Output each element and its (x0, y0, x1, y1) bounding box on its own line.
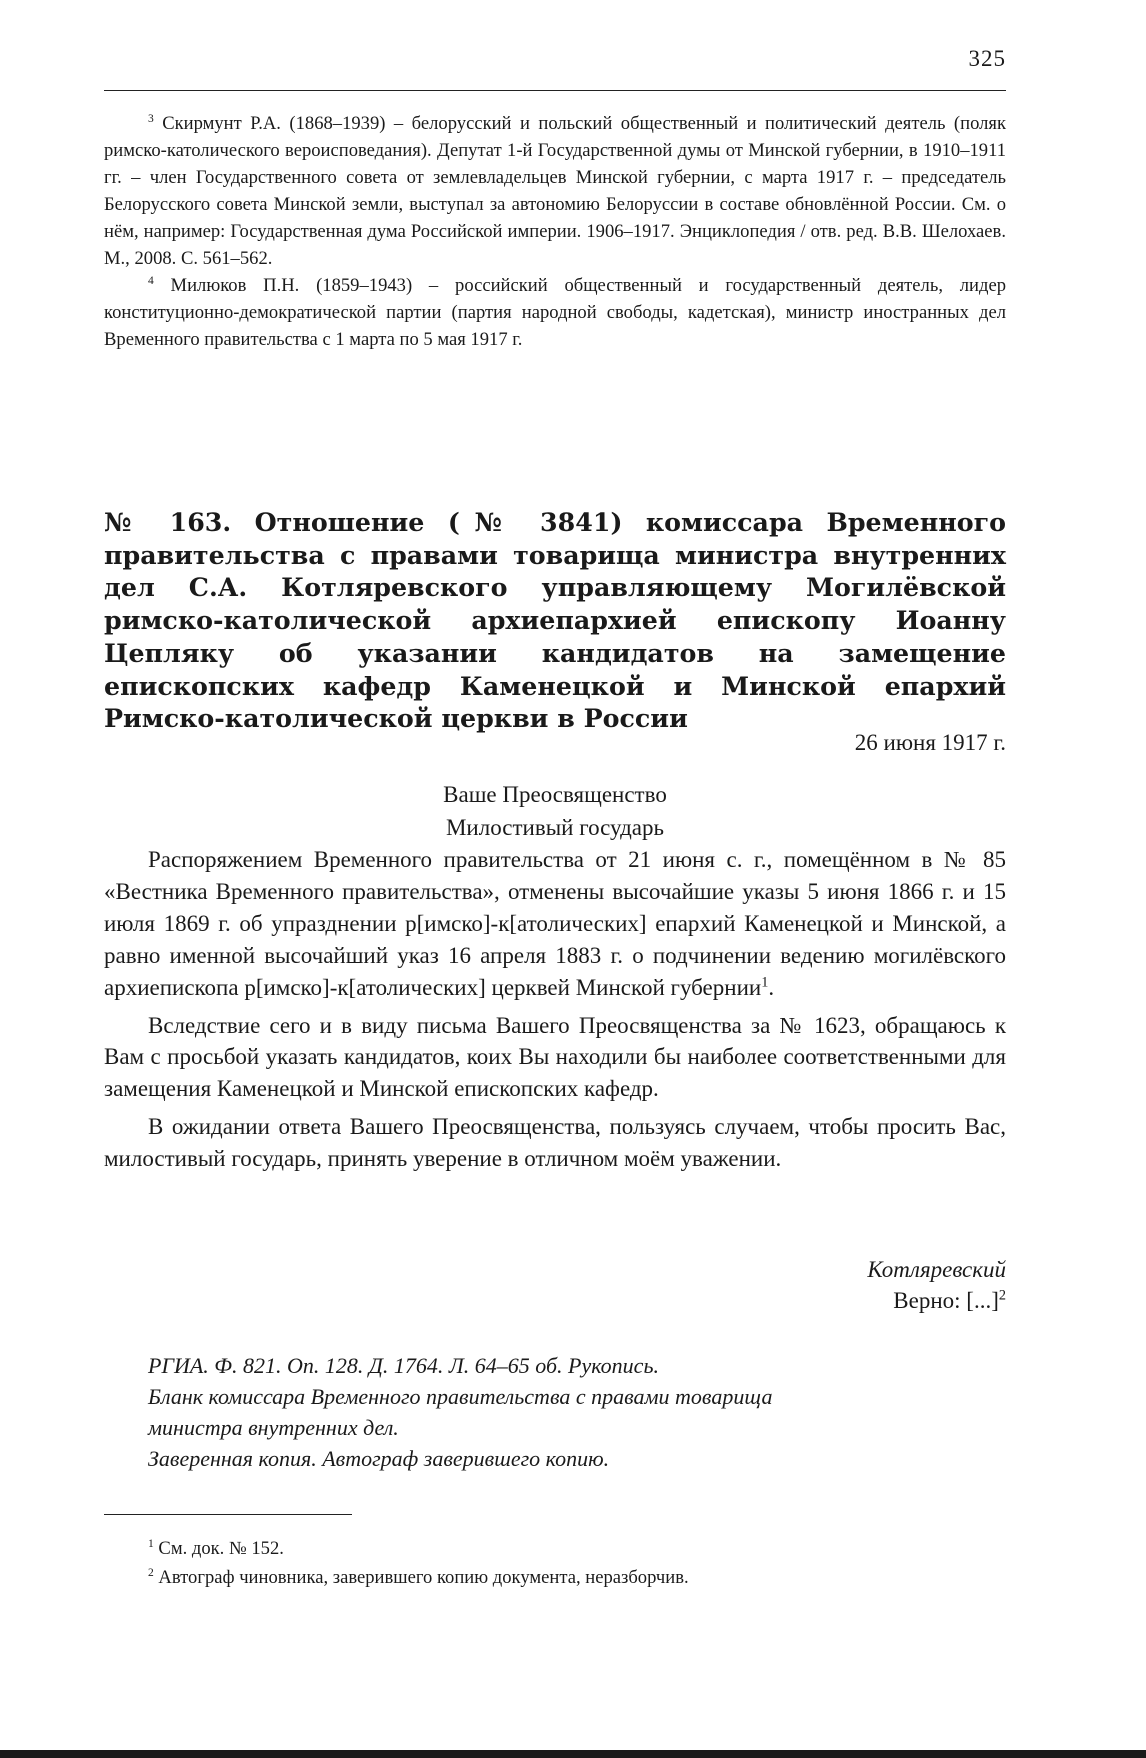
footnote-text: См. док. № 152. (153, 1538, 284, 1559)
salutation-line: Ваше Преосвященство (443, 782, 667, 807)
body-paragraph (104, 844, 1006, 1004)
footnote-rule (104, 1514, 352, 1515)
paragraph-text: Распоряжением Временного правительства от 21 июня с. г., помещённом в № 85 «Вестника Временного правительства», отменены высочайшие указы 5 июня 1866 г. и 15 июля 1869 г. об упразднении р[имско]-к[атолических] епархий Каменецкой и Минской, а равно именной высочайший указ 16 апреля 1883 г. о подчинении ведению могилёвского архиепископа р[имско]-к[атолических] церквей Минской губернии (104, 847, 1006, 1000)
footnote-ref: 1 (761, 973, 769, 990)
footnote-text: Милюков П.Н. (1859–1943) – российский общественный и государственный деятель, лидер конституционно-демократической партии (партия народной свободы, кадетская), министр иностранных дел Временного правительства с 1 марта по 5 мая 1917 г. (104, 275, 1006, 350)
footnote-1 (148, 1534, 1006, 1563)
paragraph-end: . (768, 974, 775, 1000)
body-paragraph: Вследствие сего и в виду письма Вашего Преосвященства за № 1623, обращаюсь к Вам с просьбой указать кандидатов, коих Вы находили бы наиболее соответственными для замещения Каменецкой и Минской епископских кафедр. (104, 1012, 1006, 1102)
archive-line: Бланк комиссара Временного правительства с правами товарища (148, 1384, 773, 1409)
verification-line (104, 1285, 1006, 1316)
header-rule (104, 90, 1006, 91)
document-date: 26 июня 1917 г. (854, 730, 1006, 755)
archive-line: Заверенная копия. Автограф заверившего копию. (148, 1446, 610, 1471)
page-bottom-edge (0, 1750, 1146, 1758)
archive-line: РГИА. Ф. 821. Оп. 128. Д. 1764. Л. 64–65 об. Рукопись. (148, 1353, 659, 1378)
top-footnotes (104, 110, 1006, 353)
footnote-ref: 2 (998, 1287, 1006, 1304)
signature-block (104, 1254, 1006, 1316)
footnote-3 (104, 110, 1006, 272)
footnote-marker: 2 (148, 1566, 154, 1579)
footnote-marker: 3 (148, 112, 154, 125)
footnote-text: Автограф чиновника, заверившего копию документа, неразборчив. (153, 1567, 689, 1588)
footnote-marker: 4 (148, 274, 154, 287)
archive-line: министра внутренних дел. (148, 1415, 399, 1440)
document-title: № 163. Отношение (№ 3841) комиссара Временного правительства с правами товарища министра внутренних дел С.А. Котляревского управляющему Могилёвской римско-католической архиепархией епископу Иоанну Цепляку об указании кандидатов на замещение епископских кафедр Каменецкой и Минской епархий Римско-католической церкви в России (104, 507, 1006, 734)
body-paragraph: В ожидании ответа Вашего Преосвященства, пользуясь случаем, чтобы просить Вас, милостивый государь, принять уверение в отличном моём уважении. (104, 1114, 1006, 1172)
footnote-2 (148, 1563, 1006, 1592)
verification-text: Верно: [...] (893, 1288, 999, 1313)
footnote-4 (104, 272, 1006, 353)
salutation-line: Милостивый государь (445, 815, 665, 840)
signature-name: Котляревский (867, 1257, 1006, 1282)
bottom-footnotes (148, 1534, 1006, 1592)
footnote-marker: 1 (148, 1537, 154, 1550)
document-body (104, 844, 1006, 1181)
footnote-text: Скирмунт Р.А. (1868–1939) – белорусский и польский общественный и политический деятель (поляк римско-католического вероисповедания). Депутат 1-й Государственной думы от Минской губернии, в 1910–1911 гг. – член Государственного совета от землевладельцев Минской губернии, с марта 1917 г. – председатель Белорусского совета Минской земли, выступал за автономию Белоруссии в составе обновлённой России. См. о нём, например: Государственная дума Российской империи. 1906–1917. Энциклопедия / отв. ред. В.В. Шелохаев. М., 2008. С. 561–562. (104, 113, 1006, 269)
archive-reference (148, 1350, 1006, 1474)
page-number: 325 (968, 46, 1006, 71)
salutation (104, 778, 1006, 844)
